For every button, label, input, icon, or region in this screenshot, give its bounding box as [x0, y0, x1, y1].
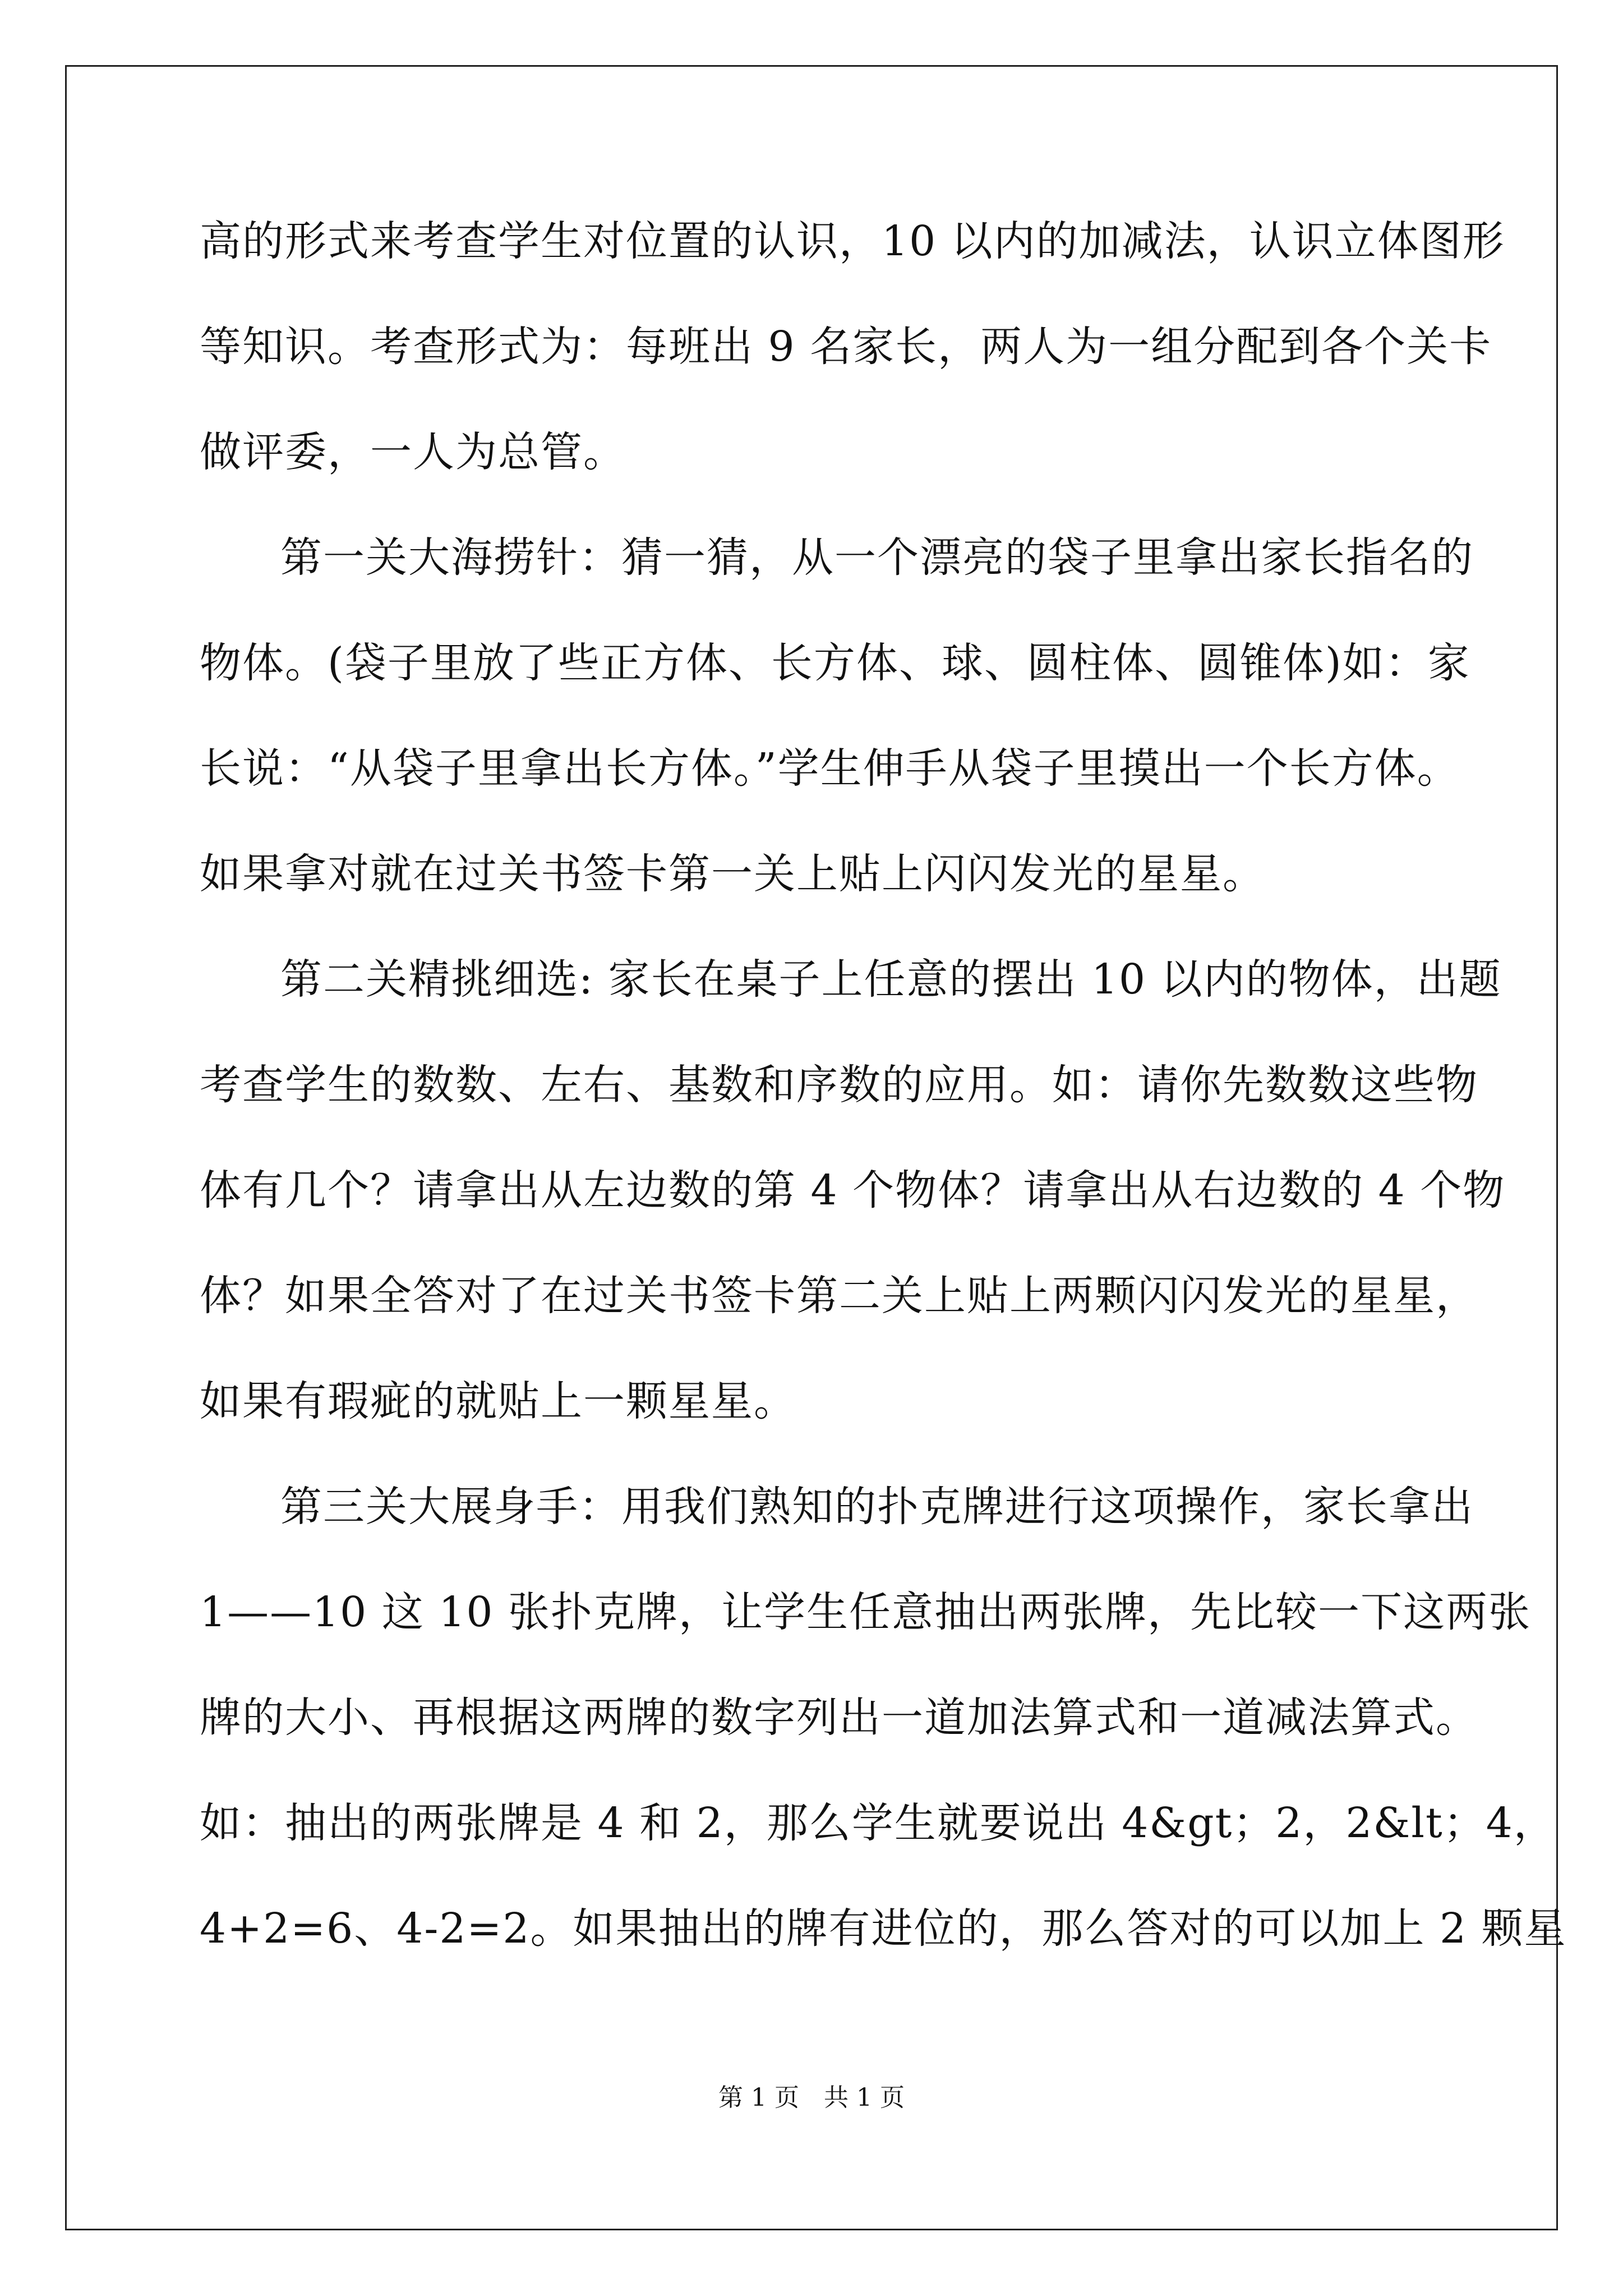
body-line: 牌的大小、再根据这两牌的数字列出一道加法算式和一道减法算式。: [200, 1694, 1478, 1742]
body-line: 如果拿对就在过关书签卡第一关上贴上闪闪发光的星星。: [200, 850, 1265, 898]
body-line: 等知识。考查形式为：每班出 9 名家长，两人为一组分配到各个关卡: [200, 323, 1492, 371]
body-line: 体有几个？请拿出从左边数的第 4 个物体？请拿出从右边数的 4 个物: [200, 1166, 1506, 1214]
body-line: 如：抽出的两张牌是 4 和 2，那么学生就要说出 4&gt；2，2&lt；4，: [200, 1799, 1556, 1847]
body-line: 1——10 这 10 张扑克牌，让学生任意抽出两张牌，先比较一下这两张: [200, 1588, 1531, 1636]
body-line: 体？如果全答对了在过关书签卡第二关上贴上两颗闪闪发光的星星，: [200, 1272, 1478, 1320]
body-line: 如果有瑕疵的就贴上一颗星星。: [200, 1377, 796, 1425]
paragraph-first-line: 第一关大海捞针：猜一猜，从一个漂亮的袋子里拿出家长指名的: [280, 533, 1474, 582]
page-footer: 第 1 页 共 1 页: [718, 2083, 905, 2112]
body-line: 长说：“从袋子里拿出长方体。”学生伸手从袋子里摸出一个长方体。: [200, 744, 1460, 793]
body-line: 4+2=6、4-2=2。如果抽出的牌有进位的，那么答对的可以加上 2 颗星: [200, 1904, 1567, 1953]
body-line: 高的形式来考查学生对位置的认识，10 以内的加减法，认识立体图形: [200, 217, 1505, 265]
paragraph-first-line: 第二关精挑细选: 家长在桌子上任意的摆出 10 以内的物体，出题: [280, 955, 1502, 1004]
body-line: 做评委，一人为总管。: [200, 428, 626, 476]
paragraph-first-line: 第三关大展身手：用我们熟知的扑克牌进行这项操作，家长拿出: [280, 1483, 1474, 1531]
body-line: 物体。(袋子里放了些正方体、长方体、球、圆柱体、圆锥体)如：家: [200, 639, 1470, 687]
body-line: 考查学生的数数、左右、基数和序数的应用。如：请你先数数这些物: [200, 1061, 1478, 1109]
